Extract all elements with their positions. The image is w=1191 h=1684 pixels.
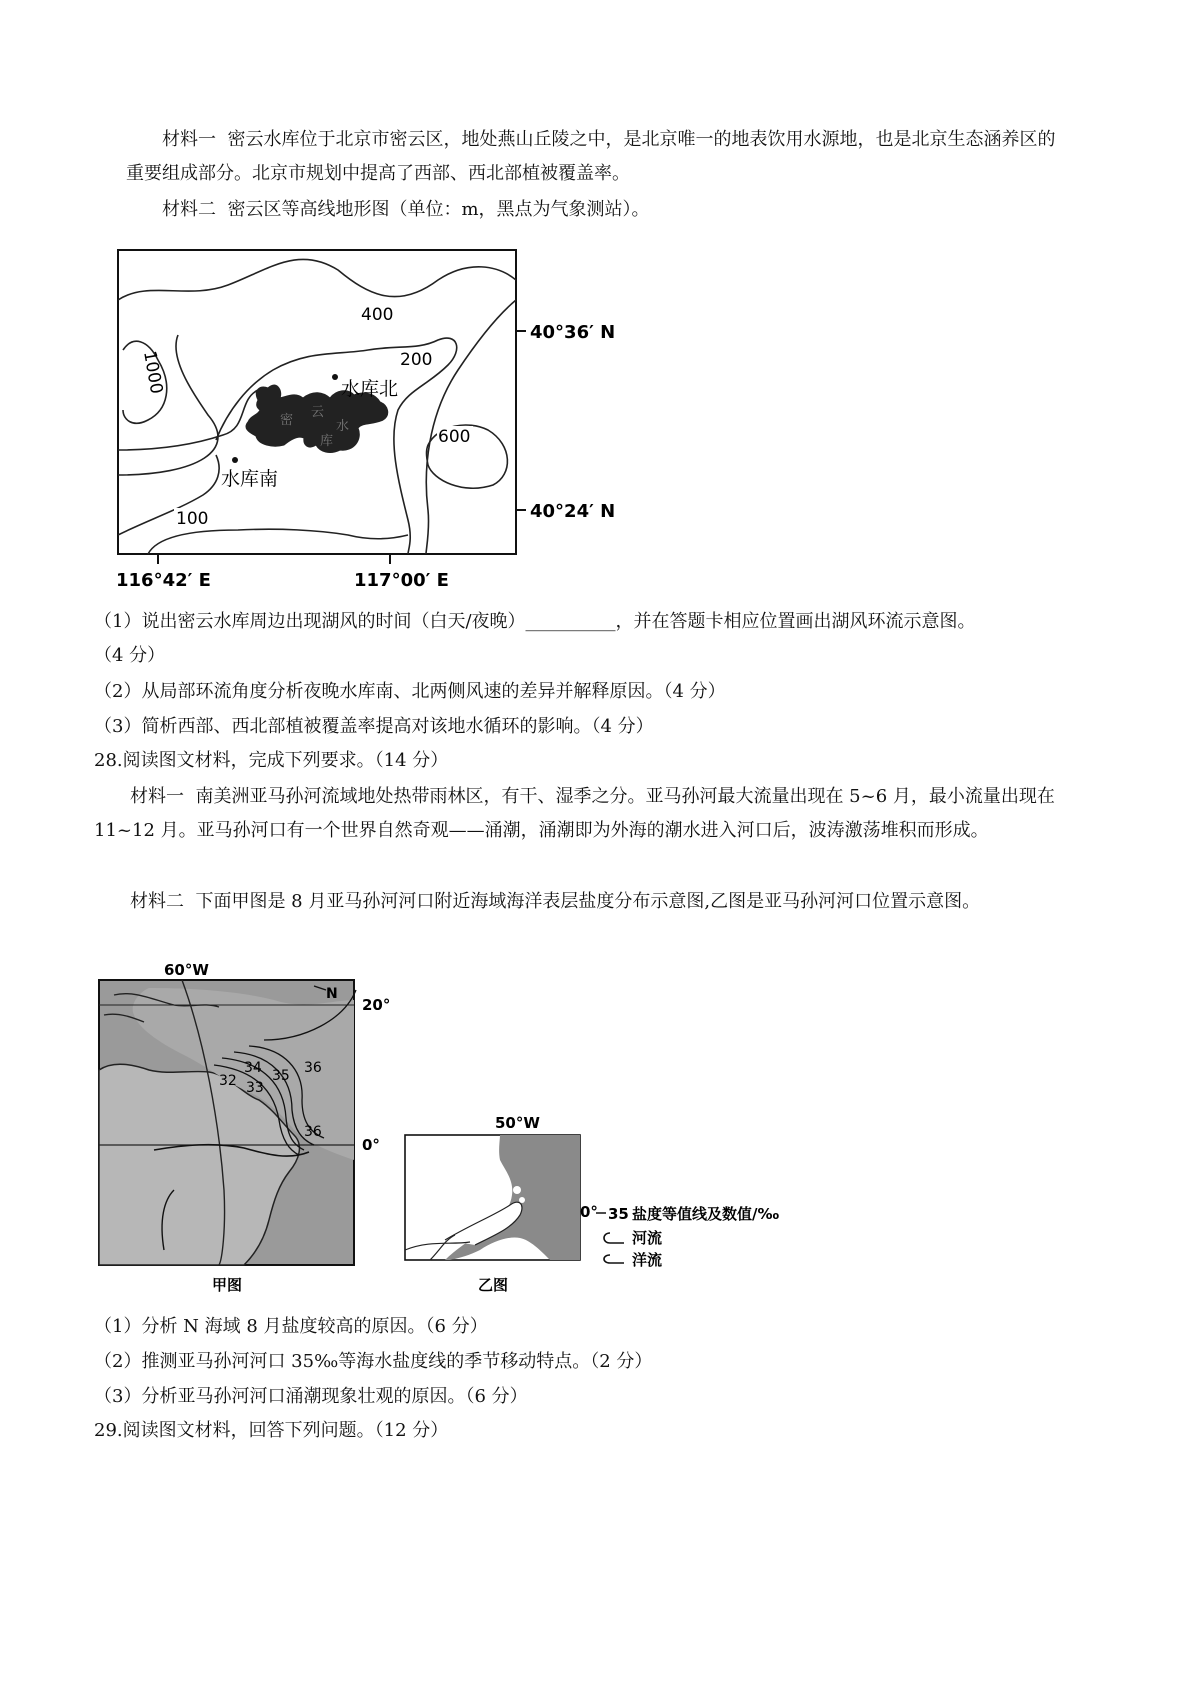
material-28-2-label: 材料二 (130, 891, 184, 912)
lat-20-label: 20° (362, 996, 391, 1014)
contour-label-200: 200 (400, 350, 433, 370)
question-28-1: （1）分析 N 海域 8 月盐度较高的原因。（6 分） (94, 1316, 488, 1337)
question-28-2: （2）推测亚马孙河河口 35‰等海水盐度线的季节移动特点。（2 分） (94, 1351, 653, 1372)
material-28-1-paragraph (94, 780, 1074, 848)
material-28-1-label: 材料一 (130, 786, 184, 807)
reservoir-char-1: 密 (280, 413, 294, 428)
contour-label-100: 100 (176, 509, 209, 529)
reservoir-char-4: 库 (320, 434, 334, 449)
n-area-label: N (326, 986, 338, 1002)
contour-line-inner (118, 390, 258, 450)
amazon-mouth-map (400, 1110, 590, 1300)
salinity-label-32: 32 (219, 1073, 237, 1089)
map-jia-caption: 甲图 (212, 1276, 243, 1294)
contour-line-south (148, 529, 408, 554)
station-north-label: 水库北 (341, 378, 399, 400)
material-28-1-text: 南美洲亚马孙河流域地处热带雨林区，有干、湿季之分。亚马孙河最大流量出现在 5~6 月，最小流量出现在 11~12 月。亚马孙河口有一个世界自然奇观——涌潮，涌潮即为外海的潮水进入河口后，波涛激荡堆积而形成。 (94, 786, 1055, 841)
material-28-2-text: 下面甲图是 8 月亚马孙河河口附近海域海洋表层盐度分布示意图,乙图是亚马孙河河口位置示意图。 (195, 891, 981, 912)
station-north-dot (332, 374, 338, 380)
map-yi-caption: 乙图 (478, 1276, 509, 1294)
question-28-3: （3）分析亚马孙河河口涌潮现象壮观的原因。（6 分） (94, 1386, 528, 1407)
reservoir-char-3: 水 (336, 419, 350, 434)
salinity-label-35: 35 (272, 1068, 290, 1084)
legend-river-symbol (604, 1233, 624, 1243)
legend-river-label: 河流 (632, 1229, 663, 1247)
salinity-map (94, 960, 394, 1295)
lat-label-top: 40°36′ N (530, 322, 616, 343)
lon-50w-label: 50°W (495, 1114, 540, 1132)
contour-line-outer (118, 335, 218, 475)
legend-current-label: 洋流 (632, 1251, 663, 1269)
material-2-label: 材料二 (162, 199, 216, 220)
contour-line-400 (118, 259, 516, 300)
contour-label-600: 600 (438, 427, 471, 447)
question-27-1-points: （4 分） (94, 645, 166, 666)
question-27-2: （2）从局部环流角度分析夜晚水库南、北两侧风速的差异并解释原因。（4 分） (94, 681, 726, 702)
material-28-2-paragraph (94, 885, 1074, 919)
legend-lat-0: 0° (580, 1203, 598, 1221)
lat-0-label: 0° (362, 1136, 380, 1154)
material-1-paragraph (126, 123, 1066, 191)
lat-label-bottom: 40°24′ N (530, 501, 616, 522)
legend-current-symbol (604, 1255, 624, 1263)
material-1-text: 密云水库位于北京市密云区，地处燕山丘陵之中，是北京唯一的地表饮用水源地，也是北京生态涵养区的重要组成部分。北京市规划中提高了西部、西北部植被覆盖率。 (126, 129, 1056, 184)
lon-60w-label: 60°W (164, 961, 209, 979)
material-2-paragraph (126, 193, 1066, 227)
salinity-label-33: 33 (246, 1080, 264, 1096)
legend-salinity-text: 盐度等值线及数值/‰ (632, 1205, 780, 1223)
question-29-heading: 29.阅读图文材料，回答下列问题。（12 分） (94, 1420, 449, 1441)
material-1-label: 材料一 (162, 129, 216, 150)
question-27-1: （1）说出密云水库周边出现湖风的时间（白天/夜晚）__________，并在答题卡相应位置画出湖风环流示意图。 (94, 611, 976, 632)
station-south-label: 水库南 (221, 468, 279, 490)
material-2-text: 密云区等高线地形图（单位：m，黑点为气象测站）。 (227, 199, 650, 220)
salinity-label-36-top: 36 (304, 1060, 322, 1076)
contour-label-1000: 1000 (139, 349, 167, 396)
lon-label-left: 116°42′ E (116, 570, 211, 591)
legend (580, 1195, 820, 1275)
question-28-heading: 28.阅读图文材料，完成下列要求。（14 分） (94, 750, 449, 771)
contour-label-400: 400 (361, 305, 394, 325)
lon-label-right: 117°00′ E (354, 570, 449, 591)
reservoir-char-2: 云 (311, 405, 325, 420)
salinity-label-34: 34 (244, 1060, 262, 1076)
question-27-3: （3）简析西部、西北部植被覆盖率提高对该地水循环的影响。（4 分） (94, 716, 654, 737)
legend-salinity-value: 35 (608, 1205, 629, 1223)
station-south-dot (232, 457, 238, 463)
salinity-label-36-bottom: 36 (304, 1124, 322, 1140)
contour-map (108, 240, 668, 640)
